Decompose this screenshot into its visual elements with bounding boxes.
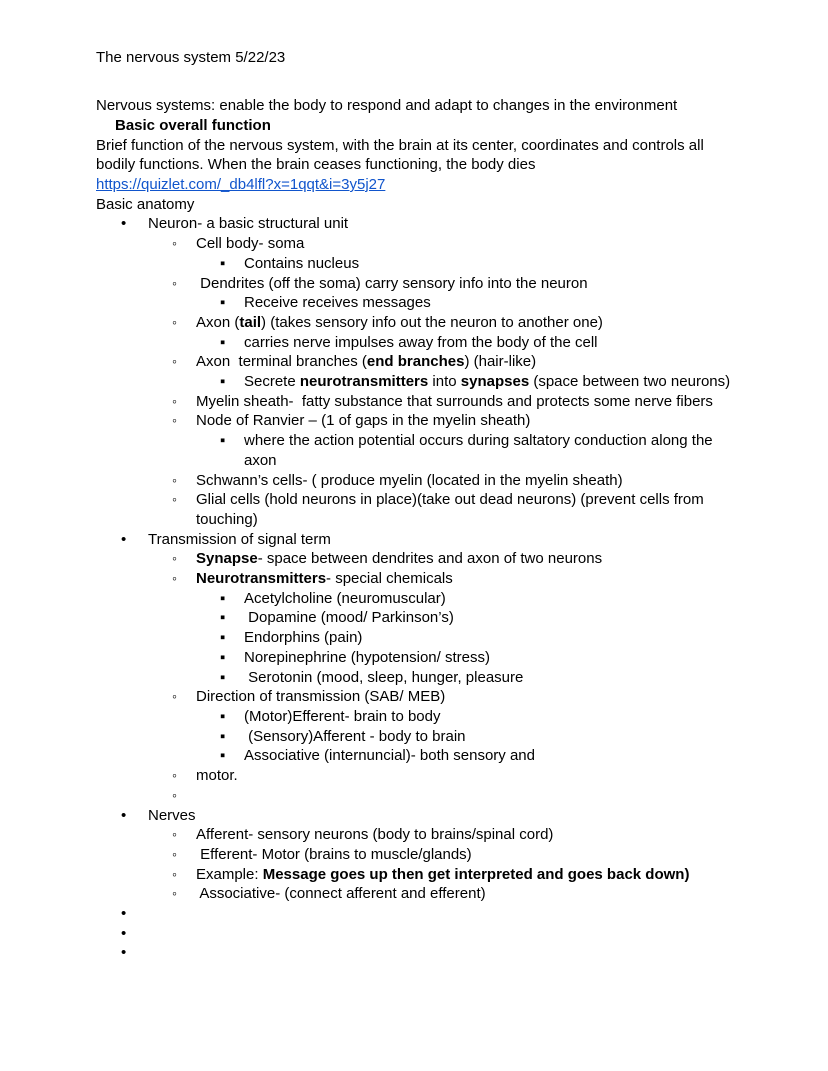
doc-line [96,293,772,313]
doc-line-text [196,766,238,786]
plain-text: Brief function of the nervous system, with the brain at its center, coordinates and controls all [96,136,704,154]
doc-line-text [96,155,535,175]
doc-line [96,707,772,727]
plain-text: Schwann’s cells- ( produce myelin (located in the myelin sheath) [196,471,623,489]
plain-text: Endorphins (pain) [244,629,363,647]
plain-text: Dopamine (mood/ Parkinson’s) [244,609,454,627]
doc-line-text [196,865,689,885]
doc-line [96,431,772,451]
square-bullet-icon: ▪ [220,648,226,666]
doc-line [96,274,772,294]
disc-bullet-icon: • [121,924,127,942]
square-bullet-icon: ▪ [220,294,226,312]
doc-line [96,175,772,195]
plain-text: (Motor)Efferent- brain to body [244,708,441,725]
circle-bullet-icon: ◦ [172,570,177,587]
doc-line-text [96,175,385,195]
bold-text: Message goes up then get interpreted and goes back down) [262,865,690,883]
doc-line-text [244,333,598,353]
circle-bullet-icon: ◦ [172,235,177,252]
plain-text: (space between two neurons) [529,373,731,391]
bold-text: Basic overall function [115,116,271,134]
plain-text: Node of Ranvier – (1 of gaps in the myelin sheath) [196,412,531,430]
doc-line [96,668,772,688]
doc-line-text [244,628,362,648]
doc-line [96,865,772,885]
doc-line-text [196,569,453,589]
doc-line-text [196,234,304,254]
plain-text: - space between dendrites and axon of two neurons [257,550,603,568]
plain-text: Receive receives messages [244,294,431,312]
plain-text: into [428,373,461,391]
plain-text: - special chemicals [326,570,453,588]
plain-text: Dendrites (off the soma) carry sensory info into the neuron [196,274,588,292]
doc-line-text [196,845,472,865]
plain-text: Contains nucleus [244,254,360,272]
disc-bullet-icon: • [121,530,127,548]
doc-line [96,884,772,904]
plain-text: (Sensory)Afferent - body to brain [244,727,466,745]
plain-text: Myelin sheath- fatty substance that surrounds and protects some nerve fibers [196,392,713,410]
plain-text: axon [244,451,277,469]
doc-line-text [148,806,196,826]
bold-text: synapses [460,373,530,391]
doc-line-text [244,589,446,609]
plain-text: Transmission of signal term [148,530,331,548]
doc-line [96,589,772,609]
doc-line-text [96,195,194,215]
doc-line [96,549,772,569]
doc-title: The nervous system 5/22/23 [96,49,286,66]
doc-line [96,806,772,826]
circle-bullet-icon: ◦ [172,471,177,488]
plain-text: Nervous systems: enable the body to respond and adapt to changes in the environment [96,97,678,115]
plain-text: Basic anatomy [96,195,195,213]
square-bullet-icon: ▪ [220,432,226,450]
circle-bullet-icon: ◦ [172,826,177,843]
plain-text: Axon ( [196,313,240,331]
doc-line-text [196,884,486,904]
circle-bullet-icon: ◦ [172,392,177,409]
doc-line-text [148,214,348,234]
disc-bullet-icon: • [121,806,127,824]
doc-line [96,254,772,274]
plain-text: Cell body- soma [196,235,305,253]
square-bullet-icon: ▪ [220,629,226,647]
square-bullet-icon: ▪ [220,747,226,765]
bold-text: Neurotransmitters [196,570,327,588]
doc-line [96,392,772,412]
doc-line-text [196,490,704,510]
plain-text: touching) [196,510,258,528]
doc-line [96,845,772,865]
doc-line-text [96,96,677,116]
plain-text: Nerves [148,806,196,824]
bold-text: Synapse [196,550,258,568]
bold-text: tail [239,313,262,331]
doc-line [96,471,772,491]
doc-line-text [244,451,277,471]
plain-text: Serotonin (mood, sleep, hunger, pleasure [244,668,524,686]
plain-text: Afferent- sensory neurons (body to brains/spinal cord) [196,826,554,844]
disc-bullet-icon: • [121,905,127,923]
circle-bullet-icon: ◦ [172,491,177,508]
plain-text: Direction of transmission (SAB/ MEB) [196,688,446,706]
doc-line [96,333,772,353]
plain-text: Acetylcholine (neuromuscular) [244,589,446,607]
doc-line [96,490,772,510]
circle-bullet-icon: ◦ [172,550,177,567]
bold-text: end branches [366,353,465,371]
doc-line [96,352,772,372]
plain-text: bodily functions. When the brain ceases functioning, the body dies [96,156,536,174]
square-bullet-icon: ▪ [220,668,226,686]
plain-text: Example: [196,865,263,883]
plain-text: Norepinephrine (hypotension/ stress) [244,648,490,666]
doc-line-text [244,668,523,688]
doc-line-text [244,727,466,747]
plain-text: Associative (internuncial)- both sensory and [244,747,535,765]
doc-line-text [196,352,536,372]
doc-line [96,214,772,234]
circle-bullet-icon: ◦ [172,412,177,429]
doc-line [96,569,772,589]
doc-line-text [244,608,454,628]
disc-bullet-icon: • [121,215,127,233]
doc-line-text [244,707,440,727]
plain-text: where the action potential occurs during saltatory conduction along the [244,432,713,450]
circle-bullet-icon: ◦ [172,786,177,803]
square-bullet-icon: ▪ [220,727,226,745]
circle-bullet-icon: ◦ [172,865,177,882]
doc-line-text [96,136,704,156]
square-bullet-icon: ▪ [220,333,226,351]
square-bullet-icon: ▪ [220,708,226,725]
circle-bullet-icon: ◦ [172,767,177,784]
circle-bullet-icon: ◦ [172,885,177,902]
plain-text: ) (takes sensory info out the neuron to another one) [261,313,603,331]
doc-line [96,155,772,175]
disc-bullet-icon: • [121,944,127,962]
doc-line-text [244,293,431,313]
doc-line [96,766,772,786]
doc-line [96,648,772,668]
square-bullet-icon: ▪ [220,609,226,627]
doc-line [96,727,772,747]
doc-line-text [196,687,445,707]
doc-line-text [196,825,553,845]
doc-line [96,943,772,963]
doc-line-text [196,274,588,294]
doc-line [96,510,772,530]
doc-line [96,687,772,707]
plain-text: Secrete [244,373,300,391]
bold-text: neurotransmitters [299,373,429,391]
plain-text: carries nerve impulses away from the body of the cell [244,333,598,351]
doc-line-text [244,746,535,766]
doc-line [96,451,772,471]
plain-text: Axon terminal branches ( [196,353,367,371]
circle-bullet-icon: ◦ [172,688,177,705]
doc-line [96,608,772,628]
doc-line-text [115,116,271,136]
doc-line-text [196,392,713,412]
doc-line-text [196,549,602,569]
doc-line [96,904,772,924]
doc-line [96,786,772,806]
doc-line-text [148,530,331,550]
doc-line [96,924,772,944]
plain-text: Glial cells (hold neurons in place)(take out dead neurons) (prevent cells from [196,491,704,509]
plain-text: Associative- (connect afferent and efferent) [196,885,486,903]
circle-bullet-icon: ◦ [172,353,177,370]
doc-line [96,96,772,116]
circle-bullet-icon: ◦ [172,274,177,291]
doc-line [96,628,772,648]
doc-line-text [196,510,258,530]
doc-line-text [196,411,530,431]
square-bullet-icon: ▪ [220,373,226,391]
doc-line-text [244,431,713,451]
doc-line [96,372,772,392]
doc-line [96,313,772,333]
plain-text: ) (hair-like) [464,353,537,371]
square-bullet-icon: ▪ [220,254,226,272]
doc-line-text [196,313,603,333]
plain-text: Neuron- a basic structural unit [148,215,349,233]
doc-body [96,96,772,963]
plain-text: motor. [196,767,238,785]
doc-line-text [244,372,730,392]
doc-line [96,825,772,845]
square-bullet-icon: ▪ [220,589,226,607]
doc-line [96,530,772,550]
title-gap [96,68,772,97]
circle-bullet-icon: ◦ [172,313,177,330]
doc-line-text [196,471,623,491]
doc-line-text [244,648,490,668]
doc-line [96,411,772,431]
circle-bullet-icon: ◦ [172,845,177,862]
quizlet-link[interactable]: https://quizlet.com/_db4lfl?x=1qqt&i=3y5j27 [96,176,386,194]
doc-line [96,746,772,766]
doc-line [96,116,772,136]
doc-line-text [244,254,359,274]
doc-line [96,136,772,156]
plain-text: Efferent- Motor (brains to muscle/glands) [196,845,472,863]
doc-line [96,234,772,254]
doc-line [96,195,772,215]
